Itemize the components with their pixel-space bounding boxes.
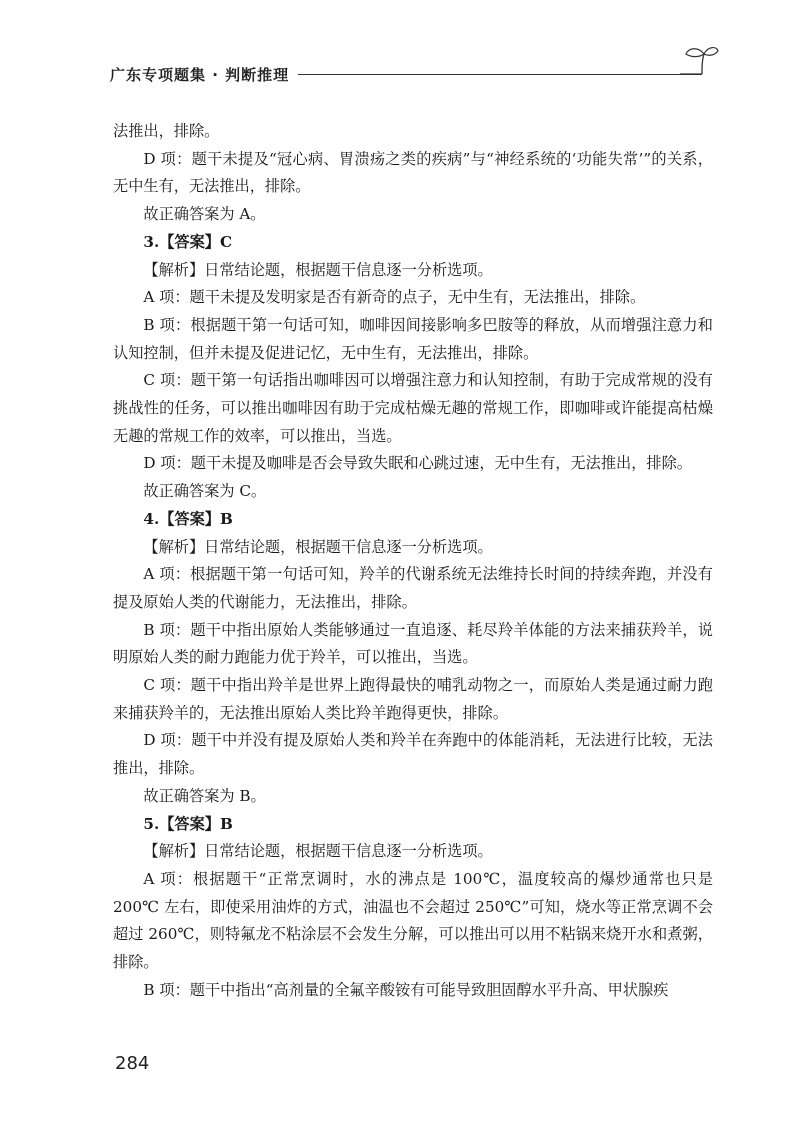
paragraph: B 项：根据题干第一句话可知，咖啡因间接影响多巴胺等的释放，从而增强注意力和认知控制，但并未提及促进记忆，无中生有，无法推出，排除。 — [113, 315, 713, 362]
paragraph: A 项：根据题干“正常烹调时，水的沸点是 100℃，温度较高的爆炒通常也只是 200℃ 左右，即使采用油炸的方式，油温也不会超过 250℃”可知，烧水等正常烹调不会超过 260℃，则特氟龙不粘涂层不会发生分解，可以推出可以用不粘锅来烧开水和煮粥，排除。 — [113, 869, 713, 972]
answer-conclusion: 故正确答案为 C。 — [143, 482, 267, 501]
answer-conclusion: 故正确答案为 B。 — [143, 786, 266, 805]
paragraph: D 项：题干未提及“冠心病、胃溃疡之类的疾病”与“神经系统的‘功能失常’”的关系，无中生有，无法推出，排除。 — [113, 149, 713, 196]
header-title: 广东专项题集 · 判断推理 — [110, 66, 290, 84]
paragraph: 法推出，排除。 — [113, 122, 220, 140]
paragraph: B 项：题干中指出“高剂量的全氟辛酸铵有可能导致胆固醇水平升高、甲状腺疾 — [143, 980, 669, 999]
paragraph: D 项：题干未提及咖啡是否会导致失眠和心跳过速，无中生有，无法推出，排除。 — [143, 454, 692, 473]
answer-heading: 4.【答案】B — [143, 509, 233, 528]
analysis-intro: 【解析】日常结论题，根据题干信息逐一分析选项。 — [143, 842, 493, 861]
paragraph: D 项：题干中并没有提及原始人类和羚羊在奔跑中的体能消耗，无法进行比较，无法推出，排除。 — [113, 731, 713, 778]
answer-heading: 3.【答案】C — [143, 232, 233, 251]
running-header — [110, 58, 720, 88]
header-rule — [298, 74, 702, 75]
paragraph: A 项：根据题干第一句话可知，羚羊的代谢系统无法维持长时间的持续奔跑，并没有提及原始人类的代谢能力，无法推出，排除。 — [113, 565, 713, 611]
paragraph: B 项：题干中指出原始人类能够通过一直追逐、耗尽羚羊体能的方法来捕获羚羊，说明原始人类的耐力跑能力优于羚羊，可以推出，当选。 — [113, 620, 713, 667]
answer-conclusion: 故正确答案为 A。 — [143, 205, 266, 224]
answer-heading: 5.【答案】B — [143, 814, 233, 833]
paragraph: C 项：题干中指出羚羊是世界上跑得最快的哺乳动物之一，而原始人类是通过耐力跑来捕获羚羊的，无法推出原始人类比羚羊跑得更快，排除。 — [113, 676, 713, 722]
sprout-icon — [680, 44, 720, 78]
analysis-intro: 【解析】日常结论题，根据题干信息逐一分析选项。 — [143, 537, 493, 556]
paragraph: C 项：题干第一句话指出咖啡因可以增强注意力和认知控制，有助于完成常规的没有挑战性的任务，可以推出咖啡因有助于完成枯燥无趣的常规工作，即咖啡或许能提高枯燥无趣的常规工作的效率，可以推出，当选。 — [113, 371, 713, 445]
page-number: 284 — [115, 1053, 150, 1074]
page-body — [113, 118, 713, 1005]
analysis-intro: 【解析】日常结论题，根据题干信息逐一分析选项。 — [143, 260, 493, 279]
paragraph: A 项：题干未提及发明家是否有新奇的点子，无中生有，无法推出，排除。 — [143, 288, 646, 307]
